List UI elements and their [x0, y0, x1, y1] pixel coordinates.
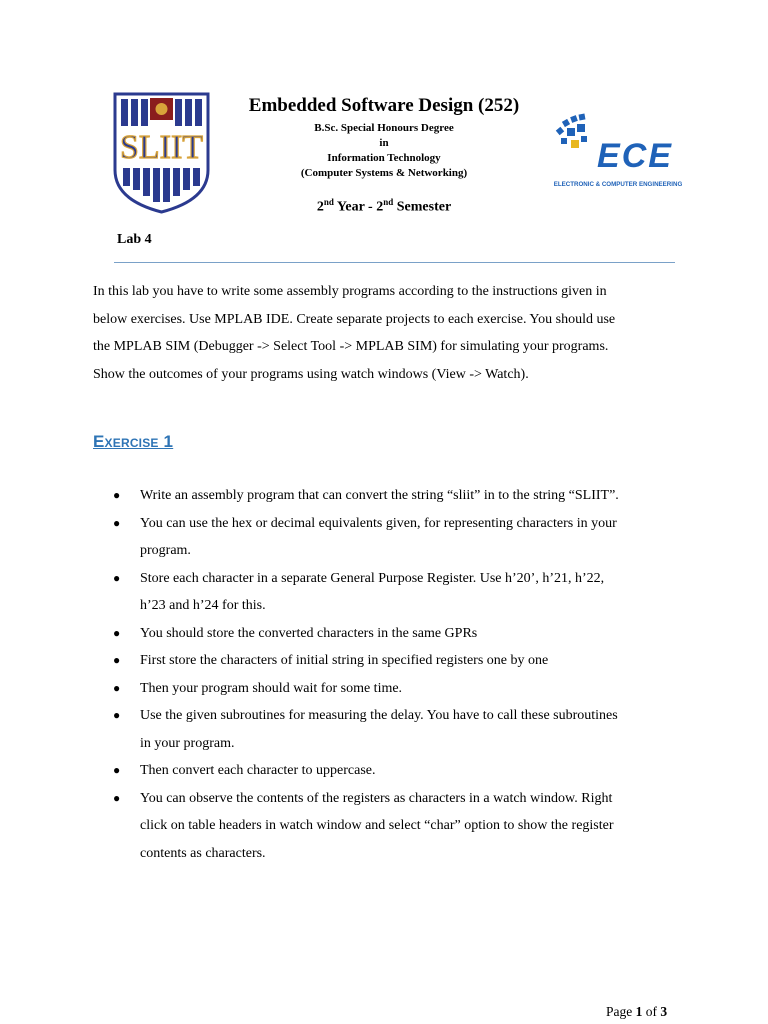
bullet-icon: ●: [113, 680, 121, 695]
intro-line: the MPLAB SIM (Debugger -> Select Tool -> MPLAB SIM) for simulating your programs.: [93, 339, 609, 354]
list-item: ● Then your program should wait for some time.: [113, 675, 683, 703]
bullet-icon: ●: [113, 790, 121, 805]
bullet-icon: ●: [113, 625, 121, 640]
exercise-instructions: [113, 482, 683, 867]
list-item: ● You can use the hex or decimal equivalents given, for representing characters in your program.: [113, 510, 683, 565]
degree-line: in: [379, 137, 389, 149]
degree-line: Information Technology: [327, 152, 441, 164]
exercise-heading: Exercise 1: [93, 432, 174, 451]
list-item: ● You should store the converted characters in the same GPRs: [113, 620, 683, 648]
document-title: Embedded Software Design (252): [248, 95, 520, 116]
svg-text:ECE: ECE: [597, 137, 673, 175]
year-semester: 2nd Year - 2nd Semester: [316, 197, 452, 215]
svg-text:ELECTRONIC & COMPUTER ENGINEER: ELECTRONIC & COMPUTER ENGINEERING: [553, 181, 683, 188]
bullet-icon: ●: [113, 488, 121, 502]
degree-line: B.Sc. Special Honours Degree: [314, 122, 454, 134]
list-item: ● Write an assembly program that can convert the string “sliit” in to the string “SLIIT”.: [113, 482, 683, 510]
list-item: ● Then convert each character to uppercase.: [113, 757, 683, 785]
intro-line: below exercises. Use MPLAB IDE. Create separate projects to each exercise. You should use: [93, 311, 616, 327]
list-item: ● Use the given subroutines for measuring the delay. You have to call these subroutines in your program.: [113, 702, 683, 757]
degree-line: (Computer Systems & Networking): [300, 167, 468, 179]
bullet-icon: ●: [113, 763, 121, 777]
lab-label: Lab 4: [117, 232, 152, 247]
bullet-icon: ●: [113, 708, 121, 722]
header-divider: [114, 262, 675, 263]
intro-paragraph: [93, 278, 693, 388]
bullet-icon: ●: [113, 653, 121, 667]
intro-line: In this lab you have to write some assembly programs according to the instructions given in: [93, 284, 607, 299]
bullet-icon: ●: [113, 515, 121, 530]
svg-text:SLIIT: SLIIT: [119, 129, 204, 166]
intro-line: Show the outcomes of your programs using watch windows (View -> Watch).: [93, 366, 529, 382]
page-number: Page 1 of 3: [606, 1004, 668, 1019]
list-item: ● You can observe the contents of the registers as characters in a watch window. Right click on table headers in watch window and select “char” option to show the register contents as characters.: [113, 785, 683, 868]
list-item: ● First store the characters of initial string in specified registers one by one: [113, 647, 683, 675]
bullet-icon: ●: [113, 570, 121, 585]
list-item: ● Store each character in a separate General Purpose Register. Use h’20’, h’21, h’22, h’23 and h’24 for this.: [113, 565, 683, 620]
